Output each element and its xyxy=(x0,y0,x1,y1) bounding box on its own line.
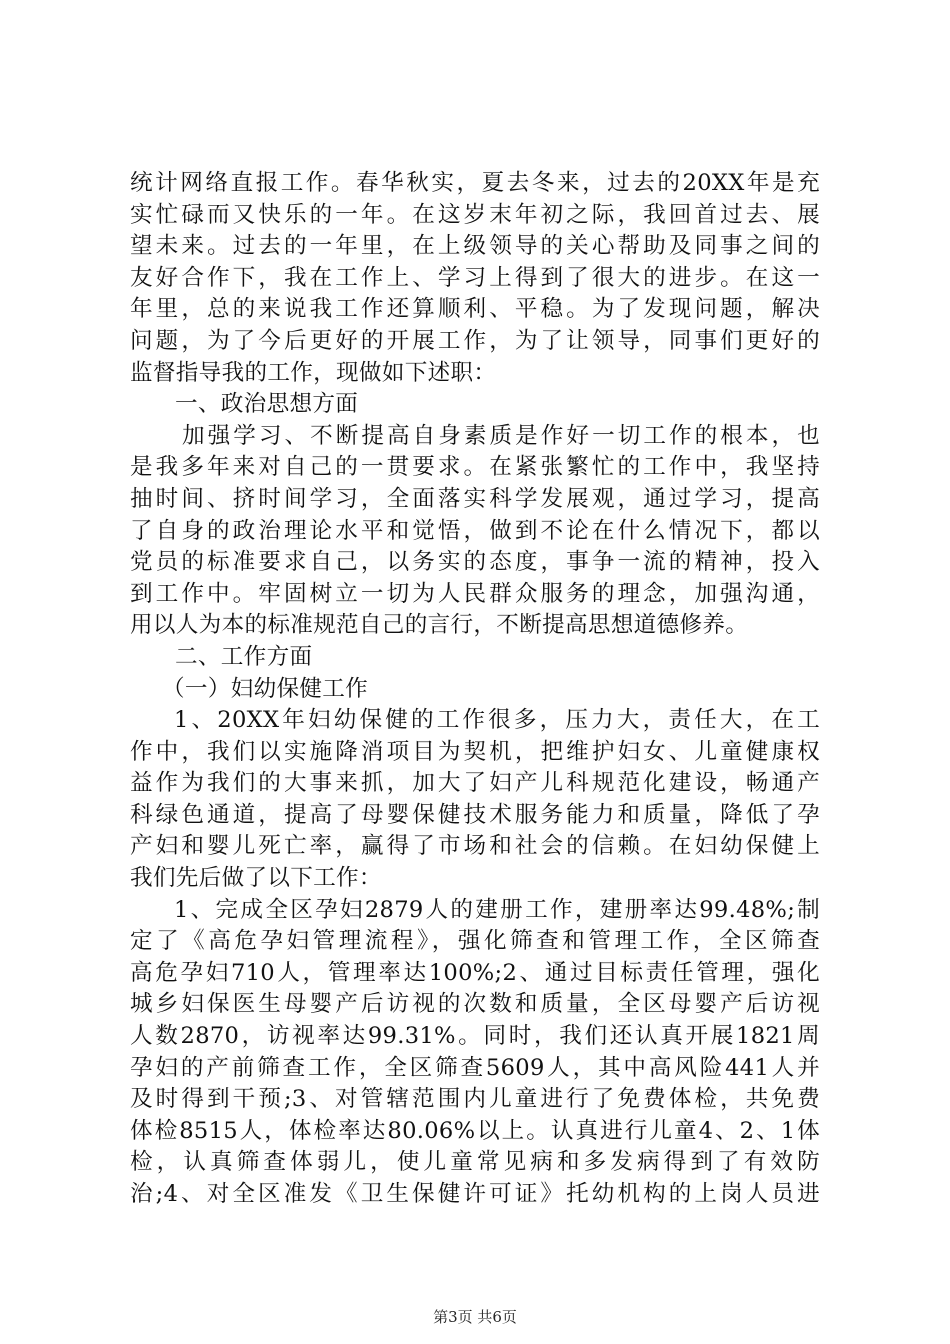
text-line: 抽时间、挤时间学习，全面落实科学发展观，通过学习，提高 xyxy=(130,485,820,512)
text-line: 作中，我们以实施降消项目为契机，把维护妇女、儿童健康权 xyxy=(130,738,820,765)
text-line: 城乡妇保医生母婴产后访视的次数和质量，全区母婴产后访视 xyxy=(130,991,820,1018)
text-line: 科绿色通道，提高了母婴保健技术服务能力和质量，降低了孕 xyxy=(130,801,820,828)
text-line: 友好合作下，我在工作上、学习上得到了很大的进步。在这一 xyxy=(130,264,820,291)
text-line: 我们先后做了以下工作： xyxy=(130,865,382,892)
text-line: 了自身的政治理论水平和觉悟，做到不论在什么情况下，都以 xyxy=(130,517,820,544)
section-heading: 二、工作方面 xyxy=(175,643,313,670)
text-line: 治;4、对全区准发《卫生保健许可证》托幼机构的上岗人员进 xyxy=(130,1181,820,1207)
text-line: 望未来。过去的一年里，在上级领导的关心帮助及同事之间的 xyxy=(130,233,820,260)
text-line: 及时得到干预;3、对管辖范围内儿童进行了免费体检，共免费 xyxy=(130,1086,820,1113)
text-line: 1、20XX年妇幼保健的工作很多，压力大，责任大，在工 xyxy=(174,707,820,734)
page-number-footer: 第3页 共6页 xyxy=(433,1308,517,1326)
text-line: 孕妇的产前筛查工作，全区筛查5609人，其中高风险441人并 xyxy=(130,1054,820,1081)
text-line: 定了《高危孕妇管理流程》，强化筛查和管理工作，全区筛查 xyxy=(130,928,820,955)
text-line: 党员的标准要求自己，以务实的态度，事争一流的精神，投入 xyxy=(130,549,820,576)
subsection-heading: （一）妇幼保健工作 xyxy=(162,675,369,702)
text-line: 实忙碌而又快乐的一年。在这岁末年初之际，我回首过去、展 xyxy=(130,201,820,228)
text-line: 到工作中。牢固树立一切为人民群众服务的理念，加强沟通， xyxy=(130,580,820,607)
text-line: 检，认真筛查体弱儿，使儿童常见病和多发病得到了有效防 xyxy=(130,1149,820,1176)
text-line: 问题，为了今后更好的开展工作，为了让领导，同事们更好的 xyxy=(130,327,820,354)
text-line: 益作为我们的大事来抓，加大了妇产儿科规范化建设，畅通产 xyxy=(130,770,820,797)
text-line: 高危孕妇710人，管理率达100%;2、通过目标责任管理，强化 xyxy=(130,959,820,986)
text-line: 年里，总的来说我工作还算顺利、平稳。为了发现问题，解决 xyxy=(130,296,820,323)
text-line: 加强学习、不断提高自身素质是作好一切工作的根本，也 xyxy=(182,422,820,449)
text-line: 用以人为本的标准规范自己的言行，不断提高思想道德修养。 xyxy=(130,612,749,639)
text-line: 是我多年来对自己的一贯要求。在紧张繁忙的工作中，我坚持 xyxy=(130,454,820,481)
text-line: 监督指导我的工作，现做如下述职： xyxy=(130,359,497,386)
text-line: 人数2870，访视率达99.31%。同时，我们还认真开展1821周 xyxy=(130,1023,820,1050)
text-line: 统计网络直报工作。春华秋实，夏去冬来，过去的20XX年是充 xyxy=(130,170,820,196)
text-line: 体检8515人，体检率达80.06%以上。认真进行儿童4、2、1体 xyxy=(130,1117,820,1144)
section-heading: 一、政治思想方面 xyxy=(175,391,359,418)
text-line: 产妇和婴儿死亡率，赢得了市场和社会的信赖。在妇幼保健上 xyxy=(130,833,820,860)
document-body xyxy=(130,168,820,1211)
text-line: 1、完成全区孕妇2879人的建册工作，建册率达99.48%;制 xyxy=(174,896,820,923)
